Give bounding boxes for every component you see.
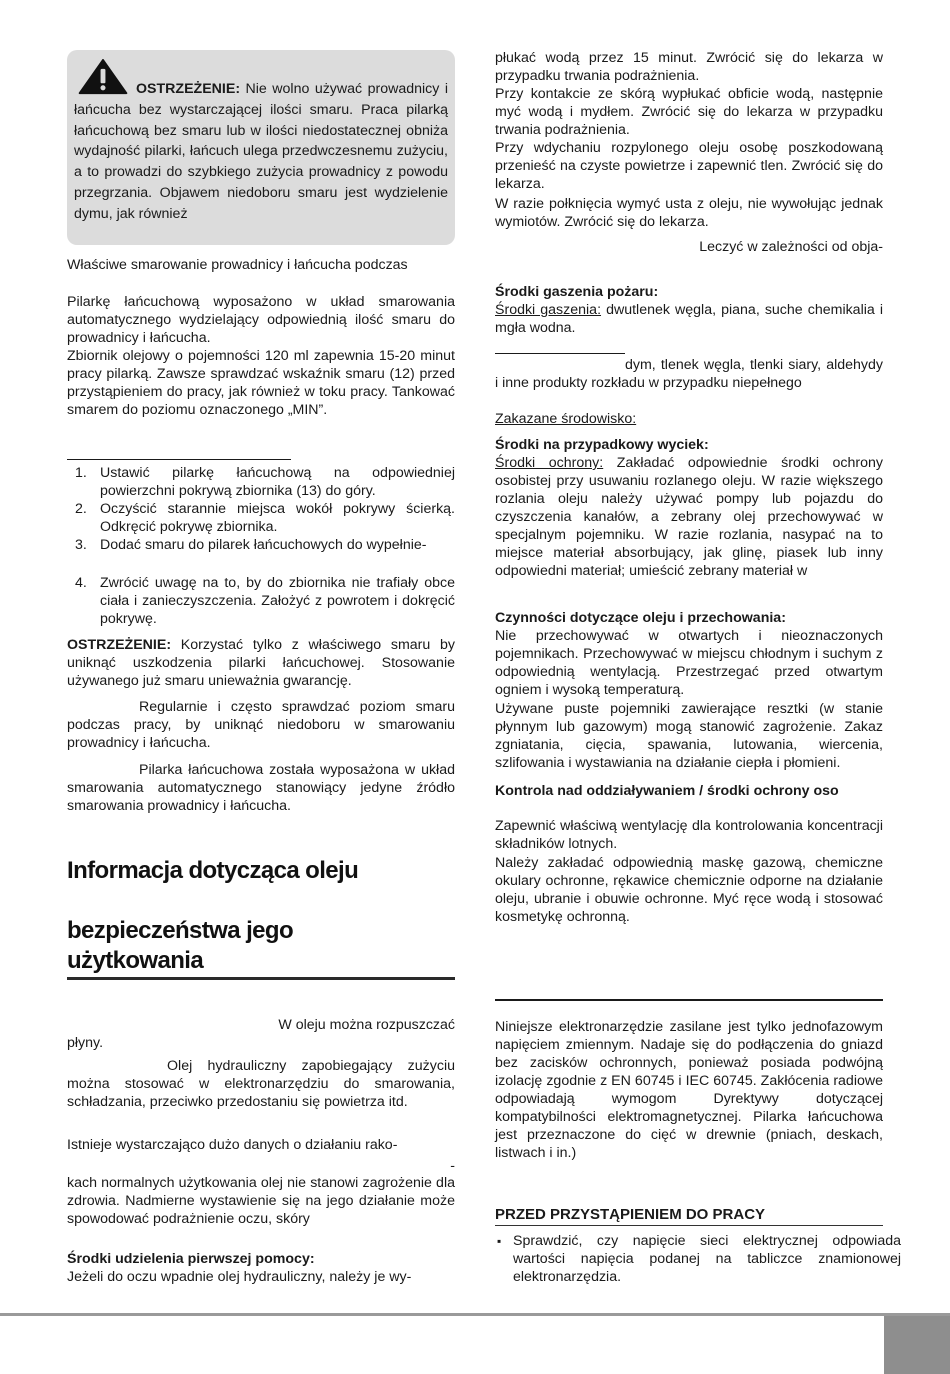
storage-text2: Używane puste pojemniki zawierające resztki (w stanie płynnym lub gazowym) mogą stanowić zagrożenie. Zakaz zgniatania, cięcia, spawania, lutowania, wiercenia, szlifowania i wystawiania na działanie ciepła i płomieni.	[495, 701, 883, 771]
heading-safety: bezpieczeństwa jego	[67, 917, 293, 944]
forbidden-env: Zakazane środowisko:	[495, 411, 637, 427]
para-rinse: płukać wodą przez 15 minut. Zwrócić się do lekarza w przypadku trwania podrażnienia.	[495, 50, 883, 84]
combustion-para: dym, tlenek węgla, tlenki siary, aldehydy i inne produkty rozkładu w przypadku niepełnego	[495, 357, 883, 391]
warning-triangle-icon	[74, 59, 132, 95]
before-work-bullet	[495, 1232, 901, 1286]
para-tank: Zbiornik olejowy o pojemności 120 ml zapewnia 15-20 minut pracy pilarką. Zawsze sprawdzać wskaźnik smaru (12) przed przystąpieniem do pracy, jak również w toku pracy. Tankować smarem do poziomu oznaczonego „MIN”.	[67, 348, 455, 418]
fire-text: dwutlenek węgla, piana, suche chemikalia i mgła wodna.	[495, 302, 883, 336]
list-item: 2. Oczyścić starannie miejsca wokół pokrywy ścierką. Odkręcić pokrywę zbiornika.	[75, 501, 455, 535]
para-data-dash: -	[450, 1158, 455, 1174]
right-column	[495, 0, 901, 1285]
electric-para: Niniejsze elektronarzędzie zasilane jest tylko jednofazowym napięciem zmiennym. Nadaje się do podłączenia do gniazd bez zacisków ochronnych, ponieważ posiada podwójną izolację zgodnie z EN 60745 i IEC 60745. Zakłócenia radiowe odpowiadają wymogom Dyrektywy dotyczącej kompatybilności elektromagnetycznej. Pilarka łańcuchowa jest przeznaczone do cięć w drewnie (pniach, deskach, listwach i in.)	[495, 1019, 883, 1161]
section-rule-right	[495, 999, 883, 1001]
fire-para	[495, 301, 883, 337]
footer-line	[0, 1313, 950, 1316]
warning2-label: OSTRZEŻENIE:	[67, 637, 172, 653]
para-hydraulic: Olej hydrauliczny zapobiegający zużyciu można stosować w elektronarzędziu do smarowania, schładzania, przeciwko przedostaniu się powietrza itd.	[67, 1058, 455, 1110]
para-normal: kach normalnych użytkowania olej nie stanowi zagrożenie dla zdrowia. Nadmierne wystawienie się na jego działanie może spowodować podrażnienie oczu, skóry	[67, 1175, 455, 1227]
spill-title: Środki na przypadkowy wyciek:	[495, 437, 709, 453]
para-auto: Pilarka łańcuchowa została wyposażona w układ smarowania automatycznego stanowiący jedyne źródło smarowania prowadnicy i łańcucha.	[67, 762, 455, 814]
page-tab	[884, 1316, 950, 1374]
heading-usage: użytkowania	[67, 947, 204, 974]
fire-label: Środki gaszenia:	[495, 302, 602, 318]
first-aid-title: Środki udzielenia pierwszej pomocy:	[67, 1251, 315, 1267]
storage-text: Nie przechowywać w otwartych i nieoznaczonych pojemnikach. Przechowywać w miejscu chłodnym i suchym z odpowiednią wentylacją. Przestrzegać przed otwartym ogniem i wysoką temperaturą.	[495, 628, 883, 698]
warning2-para	[67, 636, 455, 690]
list-item: 4. Zwrócić uwagę na to, by do zbiornika nie trafiały obce ciała i zanieczyszczenia. Założyć z powrotem i dokręcić pokrywę.	[75, 575, 455, 627]
para-dissolve-2: płyny.	[67, 1035, 104, 1051]
storage-title: Czynności dotyczące oleju i przechowania:	[495, 610, 786, 626]
para-treat: Leczyć w zależności od obja-	[699, 239, 883, 255]
para-skin: Przy kontakcie ze skórą wypłukać obficie wodą, następnie myć wodą i mydłem. Zwrócić się do lekarza w przypadku trwania podrażnienia.	[495, 86, 883, 138]
warning-label: OSTRZEŻENIE:	[136, 81, 241, 97]
para-swallow: W razie połknięcia wymyć usta z oleju, nie wywołując jednak wymiotów. Zwrócić się do lekarza.	[495, 196, 883, 230]
warning2-body: Korzystać tylko z właściwego smaru by uniknąć uszkodzenia pilarki łańcuchowej. Stosowanie używanego już smaru unieważnia gwarancję.	[67, 637, 455, 689]
para-inhale: Przy wdychaniu rozpylonego oleju osobę poszkodowaną przenieść na czyste powietrze i zapewnić tlen. Zwrócić się do lekarza.	[495, 140, 883, 192]
first-aid-text: Jeżeli do oczu wpadnie olej hydrauliczny, należy je wy-	[67, 1269, 412, 1285]
spill-text: Zakładać odpowiednie środki ochrony osobistej przy usuwaniu rozlanego oleju. W razie większego rozlania oleju należy używać pompy lub pojazdu do czyszczenia kanałów, a zebrany olej przechowywać w specjalnym pojemniku. W razie rozlania, nasypać na to miejsce materiał absorbujący, jak glinę, piasek lub inny odpowiedni materiał; umieścić zebrany materiał w	[495, 455, 884, 579]
exposure-title: Kontrola nad oddziaływaniem / środki ochrony oso	[495, 783, 839, 799]
bullet-icon: ▪	[497, 1234, 502, 1248]
list-item: 1. Ustawić pilarkę łańcuchową na odpowiedniej powierzchni pokrywą zbiornika (13) do góry.	[75, 465, 455, 499]
para-system: Pilarkę łańcuchową wyposażono w układ smarowania automatycznego wydzielający odpowiednią ilość smaru do prowadnicy i łańcucha.	[67, 294, 455, 346]
fire-title: Środki gaszenia pożaru:	[495, 284, 659, 300]
before-work-bullet-text: Sprawdzić, czy napięcie sieci elektrycznej odpowiada wartości napięcia podanej na tabliczce znamionowej elektronarzędzia.	[513, 1233, 901, 1285]
warning-box	[67, 50, 455, 245]
para-lubrication: Właściwe smarowanie prowadnicy i łańcucha podczas	[67, 257, 408, 273]
combustion-rule	[495, 353, 625, 354]
exposure-text2: Należy zakładać odpowiednią maskę gazową, chemiczne okulary ochronne, rękawice chemicznie odporne na działanie oleju, ubranie i obuwie ochronne. Myć ręce wodą i stosować kosmetykę ochronną.	[495, 855, 883, 925]
heading-rule	[67, 977, 455, 980]
exposure-text: Zapewnić właściwą wentylację dla kontrolowania koncentracji składników lotnych.	[495, 818, 883, 852]
subsection-rule	[67, 459, 291, 460]
warning-text-block	[74, 79, 448, 225]
spill-label: Środki ochrony:	[495, 455, 604, 471]
before-work-title: PRZED PRZYSTĄPIENIEM DO PRACY	[495, 1206, 883, 1226]
steps-list	[67, 464, 455, 628]
heading-oil-info: Informacja dotycząca oleju	[67, 857, 359, 884]
para-dissolve: W oleju można rozpuszczać	[278, 1017, 455, 1033]
para-data: Istnieje wystarczająco dużo danych o działaniu rako-	[67, 1137, 398, 1153]
para-check: Regularnie i często sprawdzać poziom smaru podczas pracy, by uniknąć niedoboru w smarowaniu prowadnicy i łańcucha.	[67, 699, 455, 751]
spill-para	[495, 454, 883, 580]
warning-body: Nie wolno używać prowadnicy i łańcucha bez wystarczającej ilości smaru. Praca pilarką łańcuchową bez smaru lub w ilości niedostatecznej obniża wydajność pilarki, łańcuch ulega przedwczesnemu zużyciu, a to prowadzi do szybkiego zużycia prowadnicy z powodu przegrzania. Objawem niedoboru smaru jest wydzielenie dymu, jak również	[74, 81, 448, 222]
list-item: 3. Dodać smaru do pilarek łańcuchowych do wypełnie-	[75, 537, 427, 553]
